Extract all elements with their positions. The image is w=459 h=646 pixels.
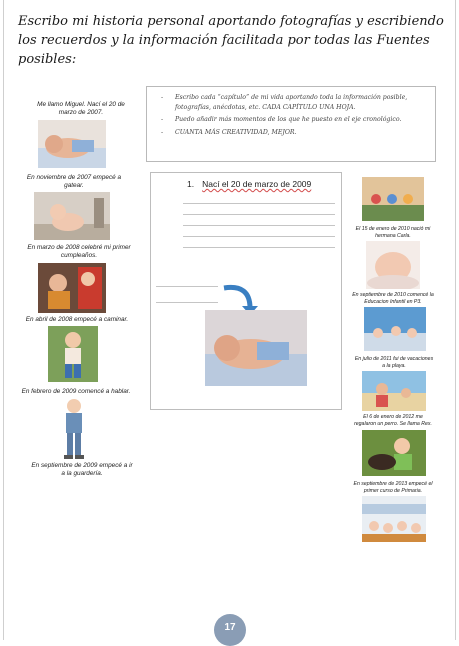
crawling-baby-photo <box>34 192 110 240</box>
page-border-right <box>455 0 456 640</box>
sleeping-newborn-photo <box>366 241 420 289</box>
right-caption-3: En julio de 2011 fui de vacaciones a la playa. <box>354 356 434 369</box>
birthday-photo <box>38 263 106 313</box>
left-caption-3: En marzo de 2008 celebré mi primer cumpleaños. <box>27 244 131 259</box>
walking-toddler-photo <box>48 326 98 382</box>
writing-line[interactable] <box>183 225 335 226</box>
instructions-box <box>146 86 436 162</box>
chapter-heading-text: Nací el 20 de marzo de 2009 <box>202 179 312 189</box>
beach-photo <box>362 371 426 411</box>
writing-line[interactable] <box>183 214 335 215</box>
writing-line[interactable] <box>156 302 218 303</box>
writing-line[interactable] <box>183 247 335 248</box>
school-children-photo <box>364 307 426 351</box>
writing-line[interactable] <box>183 236 335 237</box>
right-caption-5: En septiembre de 2013 empecé el primer curso de Primaria. <box>353 481 433 494</box>
right-caption-2: En septiembre de 2010 comencé la Educacion Infantil en P3. <box>352 292 434 305</box>
instruction-item: - Escribo cada “capítulo” de mi vida aportando toda la información posible, fotografías, anécdotas, etc. CADA CAPÍTULO UNA HOJA. <box>161 94 408 111</box>
left-caption-2: En noviembre de 2007 empecé a gatear. <box>26 174 122 189</box>
right-caption-1: El 15 de enero de 2010 nació mi hermana Carla. <box>355 226 431 239</box>
writing-line[interactable] <box>156 286 218 287</box>
talking-child-photo <box>58 397 90 461</box>
chapter-heading <box>187 179 311 189</box>
chapter-number: 1. <box>187 179 195 189</box>
left-caption-6: En septiembre de 2009 empecé a ir a la guardería. <box>31 462 133 477</box>
instruction-item: - CUANTA MÁS CREATIVIDAD, MEJOR. <box>161 128 297 136</box>
writing-line[interactable] <box>183 203 335 204</box>
classroom-photo <box>362 177 424 221</box>
newborn-baby-photo <box>38 120 106 168</box>
left-caption-5: En febrero de 2009 comencé a hablar. <box>21 388 131 395</box>
primary-class-photo <box>362 496 426 542</box>
left-caption-1: Me llamo Miguel. Nací el 20 de marzo de 2007. <box>37 101 125 116</box>
page-title: Escribo mi historia personal aportando fotografías y escribiendo los recuerdos y la información facilitada por todas las Fuentes posibles: <box>18 14 444 67</box>
page-number-badge: 17 <box>214 614 246 646</box>
page-border-left <box>3 0 4 640</box>
left-caption-4: En abril de 2008 empecé a caminar. <box>25 316 129 323</box>
right-caption-4: El 6 de enero de 2012 me regalaron un perro. Se llama Rex. <box>354 414 432 427</box>
chapter-newborn-photo <box>205 310 307 386</box>
dog-photo <box>362 430 426 476</box>
instruction-item: - Puedo añadir más momentos de los que he puesto en el eje cronológico. <box>161 116 402 124</box>
